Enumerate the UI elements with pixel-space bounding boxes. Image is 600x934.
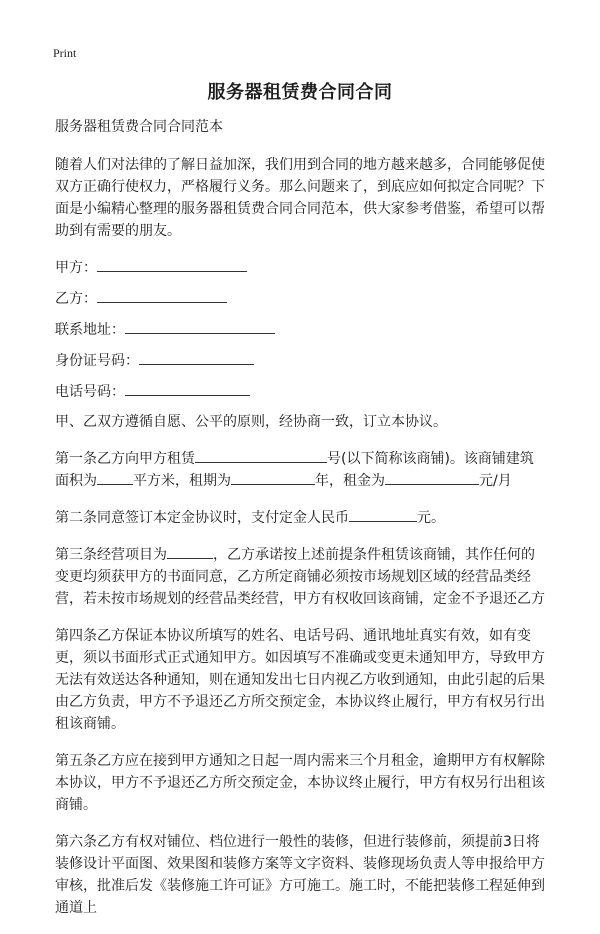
address-blank <box>125 318 275 334</box>
clause-1-blank-shop <box>195 448 327 463</box>
clause-3-part-1: 第三条经营项目为 <box>55 547 167 563</box>
clause-1-part-5: 元/月 <box>479 473 512 489</box>
clause-1-blank-area <box>97 470 133 485</box>
phone-field <box>55 380 547 402</box>
id-number-field <box>55 349 547 371</box>
clause-1-part-3: 平方米，租期为 <box>133 473 231 489</box>
clause-4: 第四条乙方保证本协议所填写的姓名、电话号码、通讯地址真实有效，如有变更，须以书面形式正式通知甲方。如因填写不准确或变更未通知甲方，导致甲方无法有效送达各种通知，则在通知发出七日内视乙方收到通知，由此引起的后果由乙方负责，甲方不予退还乙方所交预定金，本协议终止履行，甲方有权另行出租该商铺。 <box>55 628 545 732</box>
clause-1 <box>55 448 547 492</box>
clause-3-blank-business <box>167 544 213 559</box>
party-b-blank <box>97 287 227 303</box>
agreement-paragraph: 甲、乙双方遵循自愿、公平的原则，经协商一致，订立本协议。 <box>55 414 447 430</box>
id-number-label: 身份证号码： <box>55 353 139 369</box>
party-a-field <box>55 256 547 278</box>
party-a-blank <box>97 256 247 272</box>
clause-2 <box>55 507 547 529</box>
party-b-field <box>55 287 547 309</box>
id-number-blank <box>139 349 254 365</box>
address-label: 联系地址： <box>55 322 125 338</box>
phone-blank <box>125 380 250 396</box>
clause-5: 第五条乙方应在接到甲方通知之日起一周内需来三个月租金，逾期甲方有权解除本协议，甲方不予退还乙方所交预定金，本协议终止履行，甲方有权另行出租该商铺。 <box>55 753 545 813</box>
clause-3 <box>55 544 547 610</box>
document-body <box>55 116 547 934</box>
document-title: 服务器租赁费合同合同 <box>207 82 393 103</box>
clause-2-part-1: 第二条同意签订本定金协议时，支付定金人民币 <box>55 510 349 526</box>
clause-1-blank-rent <box>385 470 479 485</box>
document-subtitle: 服务器租赁费合同合同范本 <box>55 119 223 135</box>
clause-2-blank-deposit <box>349 507 417 522</box>
clause-1-part-1: 第一条乙方向甲方租赁 <box>55 451 195 467</box>
clause-1-part-4: 年，租金为 <box>315 473 385 489</box>
intro-paragraph: 随着人们对法律的了解日益加深，我们用到合同的地方越来越多，合同能够促使双方正确行使权力，严格履行义务。那么问题来了，到底应如何拟定合同呢？下面是小编精心整理的服务器租赁费合同合同范本，供大家参考借鉴，希望可以帮助到有需要的朋友。 <box>55 157 545 239</box>
party-a-label: 甲方： <box>55 260 97 276</box>
print-link[interactable]: Print <box>53 46 77 60</box>
clause-1-part-2: 号(以下简称该商铺)。该商铺建筑面积为 <box>55 451 534 489</box>
party-b-label: 乙方： <box>55 291 97 307</box>
clause-3-part-2: ，乙方承诺按上述前提条件租赁该商铺，其作任何的变更均须获甲方的书面同意，乙方所定商铺必须按市场规划区域的经营品类经营，若未按市场规划的经营品类经营，甲方有权收回该商铺，定金不予退还乙方 <box>55 547 545 607</box>
clause-2-part-2: 元。 <box>417 510 445 526</box>
clause-6: 第六条乙方有权对铺位、档位进行一般性的装修，但进行装修前，须提前3日将装修设计平面图、效果图和装修方案等文字资料、装修现场负责人等申报给甲方审核，批准后发《装修施工许可证》方可施工。施工时，不能把装修工程延伸到通道上 <box>55 834 545 916</box>
clause-1-blank-term <box>231 470 315 485</box>
phone-label: 电话号码： <box>55 384 125 400</box>
address-field <box>55 318 547 340</box>
